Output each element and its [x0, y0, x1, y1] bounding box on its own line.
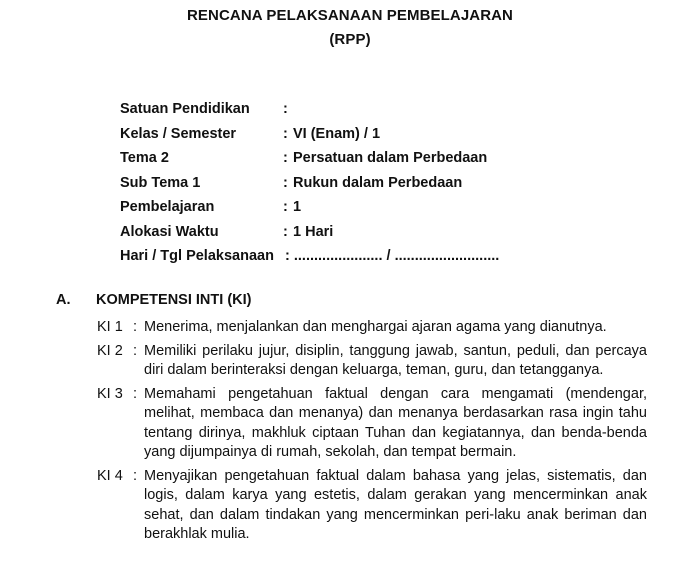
- ki-text: Memiliki perilaku jujur, disiplin, tanggung jawab, santun, peduli, dan percaya diri dalam berinteraksi dengan keluarga, teman, guru, dan tetangganya.: [144, 342, 647, 378]
- ki-code: KI 1: [97, 319, 123, 335]
- identity-label: Satuan Pendidikan: [120, 101, 250, 117]
- ki-item-2: [97, 342, 647, 381]
- ki-text: Menerima, menjalankan dan menghargai ajaran agama yang dianutnya.: [144, 319, 607, 335]
- ki-item-4: [97, 467, 647, 545]
- ki-code: KI 3: [97, 385, 123, 402]
- identity-value: Rukun dalam Perbedaan: [293, 174, 463, 191]
- ki-code: KI 2: [97, 342, 123, 359]
- ki-list: [97, 318, 647, 549]
- ki-text: Menyajikan pengetahuan faktual dalam bahasa yang jelas, sistematis, dan logis, dalam karya yang estetis, dalam gerakan yang mencerminkan anak sehat, dan dalam tindakan yang mencerminkan peri-laku anak beriman dan berakhlak mulia.: [144, 467, 647, 542]
- section-title: KOMPETENSI INTI (KI): [96, 292, 252, 308]
- identity-value: 1 Hari: [293, 223, 334, 240]
- ki-code: KI 4: [97, 467, 123, 484]
- ki-colon: :: [133, 319, 138, 335]
- identity-colon: :: [283, 223, 288, 240]
- identity-label: Alokasi Waktu: [120, 223, 219, 240]
- ki-colon: :: [133, 467, 138, 484]
- identity-colon: :: [283, 101, 288, 117]
- section-letter: A.: [56, 292, 71, 308]
- identity-label: Hari / Tgl Pelaksanaan: [120, 248, 274, 264]
- ki-text: Memahami pengetahuan faktual dengan cara mengamati (mendengar, melihat, membaca dan menanya) dan menanya berdasarkan rasa ingin tahu tentang dirinya, makhluk ciptaan Tuhan dan kegiatannya, dan benda-benda yang dijumpainya di rumah, sekolah, dan tempat bermain.: [144, 385, 647, 460]
- identity-value: Persatuan dalam Perbedaan: [293, 150, 488, 166]
- identity-colon: :: [283, 125, 288, 142]
- ki-item-1: [97, 318, 647, 338]
- identity-label: Tema 2: [120, 150, 169, 166]
- ki-colon: :: [133, 385, 138, 402]
- document-subtitle: (RPP): [329, 31, 371, 48]
- date-blank-field: : ...................... / ..........................: [285, 248, 500, 264]
- identity-colon: :: [283, 174, 288, 191]
- identity-label: Pembelajaran: [120, 199, 215, 215]
- identity-label: Sub Tema 1: [120, 174, 201, 191]
- document-title: RENCANA PELAKSANAAN PEMBELAJARAN: [187, 7, 513, 24]
- identity-value: VI (Enam) / 1: [293, 125, 381, 142]
- identity-value: 1: [293, 199, 302, 215]
- ki-item-3: [97, 385, 647, 463]
- identity-colon: :: [283, 199, 288, 215]
- identity-label: Kelas / Semester: [120, 125, 237, 142]
- ki-colon: :: [133, 342, 138, 359]
- identity-colon: :: [283, 150, 288, 166]
